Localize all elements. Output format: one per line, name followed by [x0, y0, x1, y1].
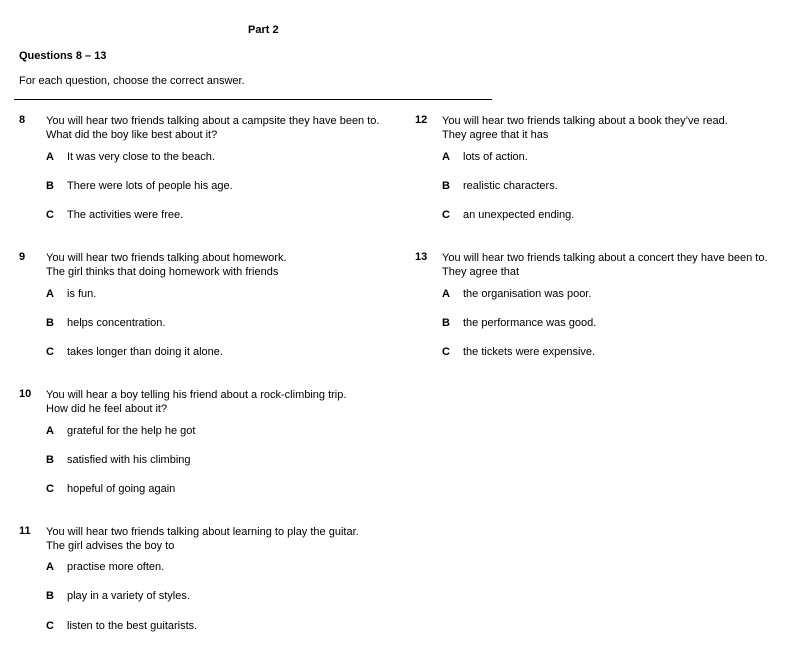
question-stem — [46, 251, 287, 279]
option-b[interactable] — [442, 317, 596, 329]
question-stem — [442, 251, 768, 279]
option-a[interactable] — [442, 151, 528, 163]
option-c[interactable] — [442, 209, 574, 221]
option-text: an unexpected ending. — [463, 209, 575, 221]
option-c[interactable] — [46, 483, 175, 495]
option-text: listen to the best guitarists. — [67, 620, 198, 632]
option-letter: B — [46, 590, 54, 602]
option-c[interactable] — [46, 620, 197, 632]
question-stem-line1: You will hear a boy telling his friend about a rock-climbing trip. — [46, 389, 347, 401]
option-b[interactable] — [46, 317, 165, 329]
option-letter: A — [46, 151, 54, 163]
question-stem-line2: How did he feel about it? — [46, 403, 168, 415]
question-stem-line1: You will hear two friends talking about learning to play the guitar. — [46, 526, 359, 538]
option-letter: B — [46, 180, 54, 192]
question-number: 9 — [19, 251, 26, 263]
option-b[interactable] — [46, 454, 191, 466]
question-stem-line1: You will hear two friends talking about a book they’ve read. — [442, 115, 728, 127]
question-stem-line2: The girl advises the boy to — [46, 540, 175, 552]
option-a[interactable] — [46, 288, 96, 300]
question-stem — [46, 114, 379, 142]
option-letter: C — [46, 346, 54, 358]
question-number: 10 — [19, 388, 32, 400]
option-letter: C — [442, 346, 450, 358]
option-letter: A — [46, 425, 54, 437]
question-stem-line1: You will hear two friends talking about a concert they have been to. — [442, 252, 768, 264]
option-letter: B — [442, 180, 450, 192]
option-text: helps concentration. — [67, 317, 166, 329]
option-letter: A — [442, 151, 450, 163]
option-b[interactable] — [46, 590, 190, 602]
option-a[interactable] — [46, 561, 164, 573]
question-stem — [46, 525, 359, 553]
option-text: There were lots of people his age. — [67, 180, 233, 192]
option-c[interactable] — [46, 346, 223, 358]
option-letter: A — [46, 561, 54, 573]
option-text: is fun. — [67, 288, 97, 300]
section-divider — [14, 99, 492, 100]
option-text: practise more often. — [67, 561, 165, 573]
option-a[interactable] — [46, 151, 215, 163]
option-text: It was very close to the beach. — [67, 151, 215, 163]
part-title: Part 2 — [248, 24, 279, 36]
option-text: the performance was good. — [463, 317, 597, 329]
question-stem-line1: You will hear two friends talking about a campsite they have been to. — [46, 115, 380, 127]
option-letter: C — [46, 483, 54, 495]
option-letter: C — [442, 209, 450, 221]
option-a[interactable] — [46, 425, 195, 437]
instructions-text: For each question, choose the correct answer. — [19, 75, 245, 87]
option-text: grateful for the help he got — [67, 425, 196, 437]
option-letter: B — [46, 317, 54, 329]
question-number: 13 — [415, 251, 428, 263]
option-text: takes longer than doing it alone. — [67, 346, 223, 358]
option-letter: B — [442, 317, 450, 329]
option-letter: B — [46, 454, 54, 466]
option-text: satisfied with his climbing — [67, 454, 191, 466]
question-number: 11 — [19, 525, 31, 537]
option-text: the organisation was poor. — [463, 288, 592, 300]
question-stem-line2: They agree that it has — [442, 129, 549, 141]
option-text: the tickets were expensive. — [463, 346, 596, 358]
question-number: 8 — [19, 114, 26, 126]
option-c[interactable] — [442, 346, 595, 358]
option-text: The activities were free. — [67, 209, 184, 221]
option-text: realistic characters. — [463, 180, 558, 192]
option-letter: A — [442, 288, 450, 300]
question-stem-line2: The girl thinks that doing homework with friends — [46, 266, 279, 278]
option-letter: C — [46, 620, 54, 632]
option-text: play in a variety of styles. — [67, 590, 190, 602]
option-text: lots of action. — [463, 151, 528, 163]
option-text: hopeful of going again — [67, 483, 176, 495]
option-letter: C — [46, 209, 54, 221]
question-stem — [46, 388, 346, 416]
option-b[interactable] — [442, 180, 558, 192]
option-b[interactable] — [46, 180, 233, 192]
option-letter: A — [46, 288, 54, 300]
question-number: 12 — [415, 114, 428, 126]
question-stem-line2: What did the boy like best about it? — [46, 129, 218, 141]
question-stem — [442, 114, 728, 142]
question-stem-line2: They agree that — [442, 266, 520, 278]
questions-range-heading: Questions 8 – 13 — [19, 50, 107, 62]
question-stem-line1: You will hear two friends talking about homework. — [46, 252, 287, 264]
option-c[interactable] — [46, 209, 183, 221]
option-a[interactable] — [442, 288, 591, 300]
